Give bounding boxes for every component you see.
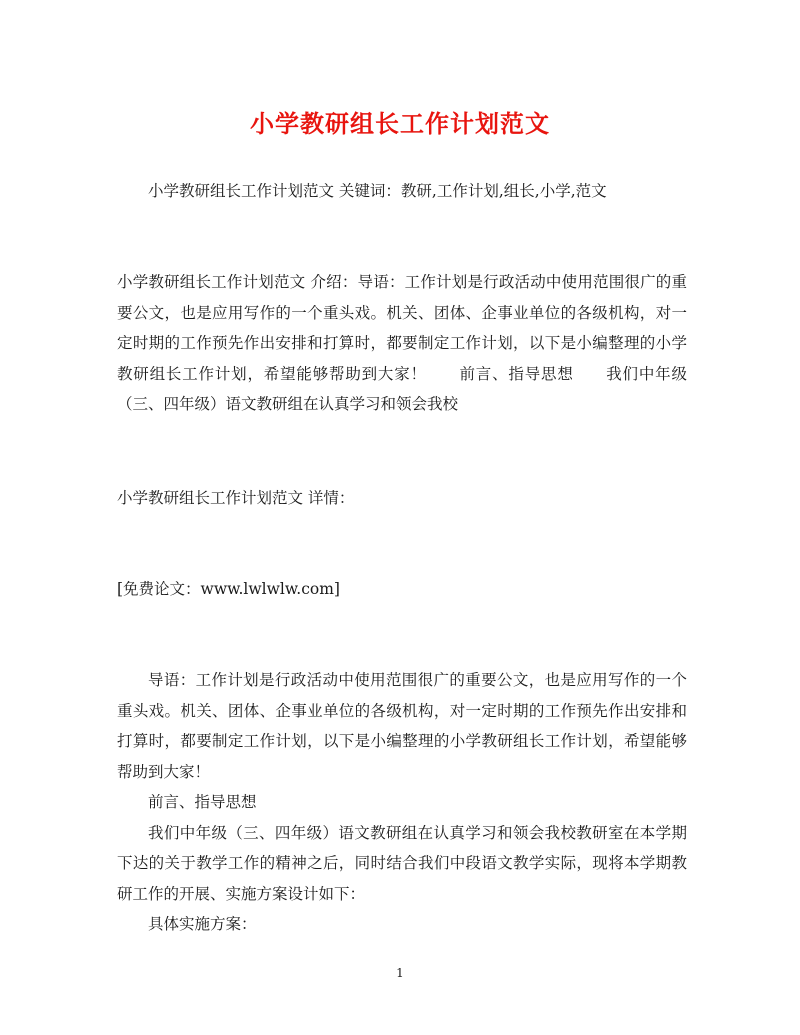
body-paragraph-implementation: 具体实施方案： [148,915,257,933]
body-paragraph-intro: 导语：工作计划是行政活动中使用范围很广的重要公文，也是应用写作的一个重头戏。机关、团体、企事业单位的各级机构，对一定时期的工作预先作出安排和打算时，都要制定工作计划，以下是小编整理的小学教研组长工作计划，希望能够帮助到大家！ [117,671,687,781]
body-content [117,665,687,940]
page-number: 1 [396,966,404,980]
free-paper-link: [免费论文：www.lwlwlw.com] [117,580,340,598]
keywords-line: 小学教研组长工作计划范文 关键词：教研,工作计划,组长,小学,范文 [148,182,607,200]
detail-label: 小学教研组长工作计划范文 详情： [117,489,355,507]
body-paragraph-heading: 前言、指导思想 [148,793,257,811]
body-paragraph-plan: 我们中年级（三、四年级）语文教研组在认真学习和领会我校教研室在本学期下达的关于教学工作的精神之后，同时结合我们中段语文教学实际，现将本学期教研工作的开展、实施方案设计如下： [117,823,687,903]
intro-paragraph: 小学教研组长工作计划范文 介绍：导语：工作计划是行政活动中使用范围很广的重要公文，也是应用写作的一个重头戏。机关、团体、企事业单位的各级机构，对一定时期的工作预先作出安排和打算时，都要制定工作计划，以下是小编整理的小学教研组长工作计划，希望能够帮助到大家！ 前言、指导思想 我们中年级（三、四年级）语文教研组在认真学习和领会我校 [117,273,687,413]
document-title: 小学教研组长工作计划范文 [250,109,550,138]
